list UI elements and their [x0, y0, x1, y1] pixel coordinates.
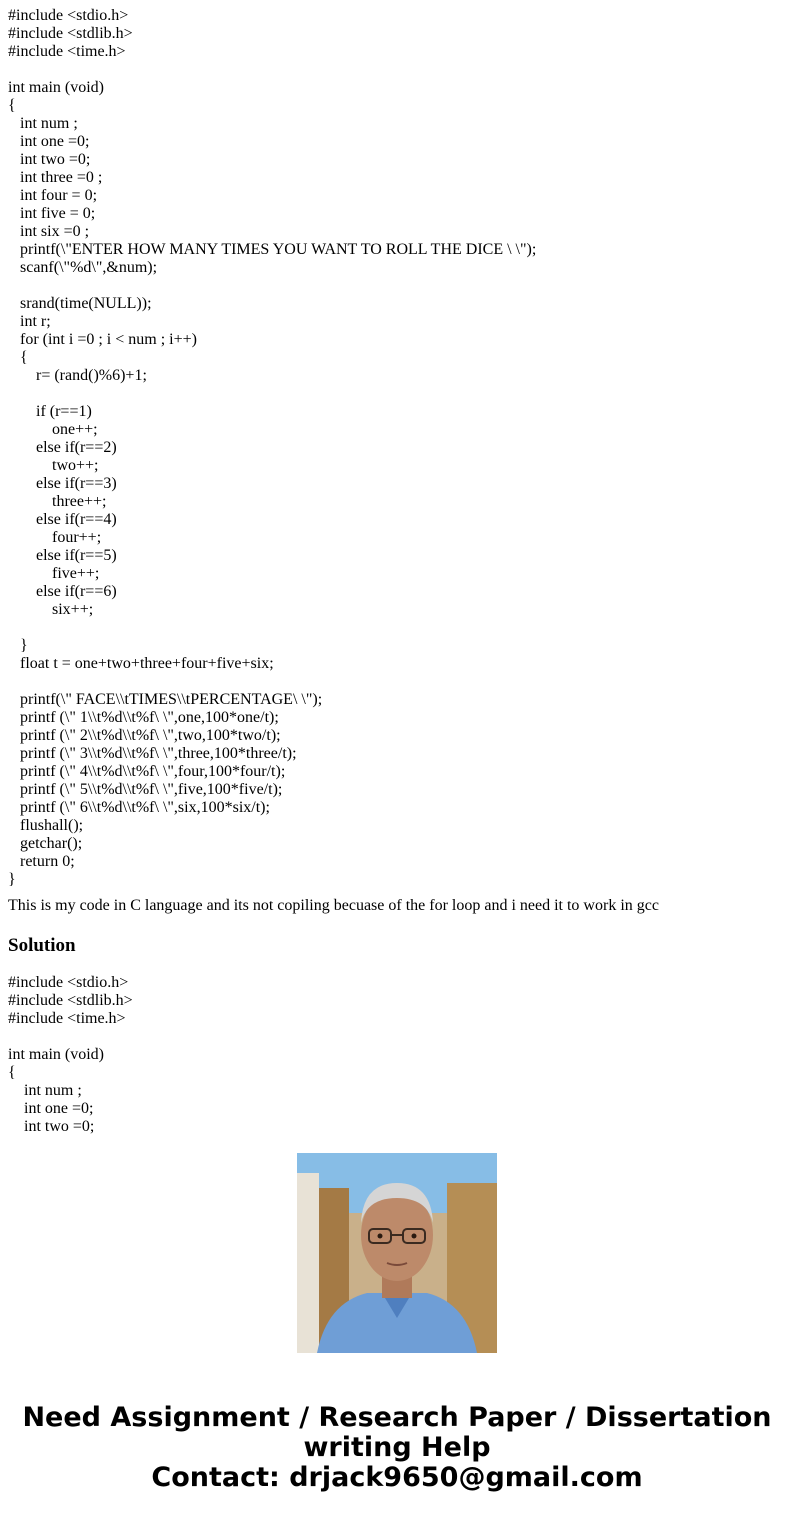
footer-contact-line: Contact: drjack9650@gmail.com	[151, 1462, 643, 1493]
solution-code-preview	[8, 974, 788, 1135]
footer-line-2: writing Help	[303, 1432, 491, 1463]
avatar	[297, 1153, 497, 1353]
question-text: This is my code in C language and its not copiling becuase of the for loop and i need it to work in gcc	[8, 897, 659, 914]
question-code: #include <stdio.h> #include <stdlib.h> #include <time.h> int main (void) { int num ; int one =0; int two =0; int three =0 ; int four = 0; int five = 0; int six =0 ; printf(\"ENTER HOW MANY TIMES YOU WANT TO ROLL THE DICE \ \"); scanf(\"%d\",&num); srand(time(NULL)); int r; for (int i =0 ; i < num ; i++) { r= (rand()%6)+1; if (r==1) one++; else if(r==2) two++; else if(r==3) three++; else if(r==4) four++; else if(r==5) five++; else if(r==6) six++; } float t = one+two+three+four+five+six; printf(\" FACE\\tTIMES\\tPERCENTAGE\ \"); printf (\" 1\\t%d\\t%f\ \",one,100*one/t); printf (\" 2\\t%d\\t%f\ \",two,100*two/t); printf (\" 3\\t%d\\t%f\ \",three,100*three/t); printf (\" 4\\t%d\\t%f\ \",four,100*four/t); printf (\" 5\\t%d\\t%f\ \",five,100*five/t); printf (\" 6\\t%d\\t%f\ \",six,100*six/t); flushall(); getchar(); return 0; }	[8, 7, 537, 888]
avatar-portrait	[297, 1153, 497, 1353]
solution-code: #include <stdio.h> #include <stdlib.h> #include <time.h> int main (void) { int num ; int one =0; int two =0;	[8, 974, 133, 1135]
footer-line-1: Need Assignment / Research Paper / Dissertation	[22, 1402, 772, 1433]
footer-contact-banner	[0, 1403, 794, 1493]
solution-heading: Solution	[8, 935, 76, 956]
